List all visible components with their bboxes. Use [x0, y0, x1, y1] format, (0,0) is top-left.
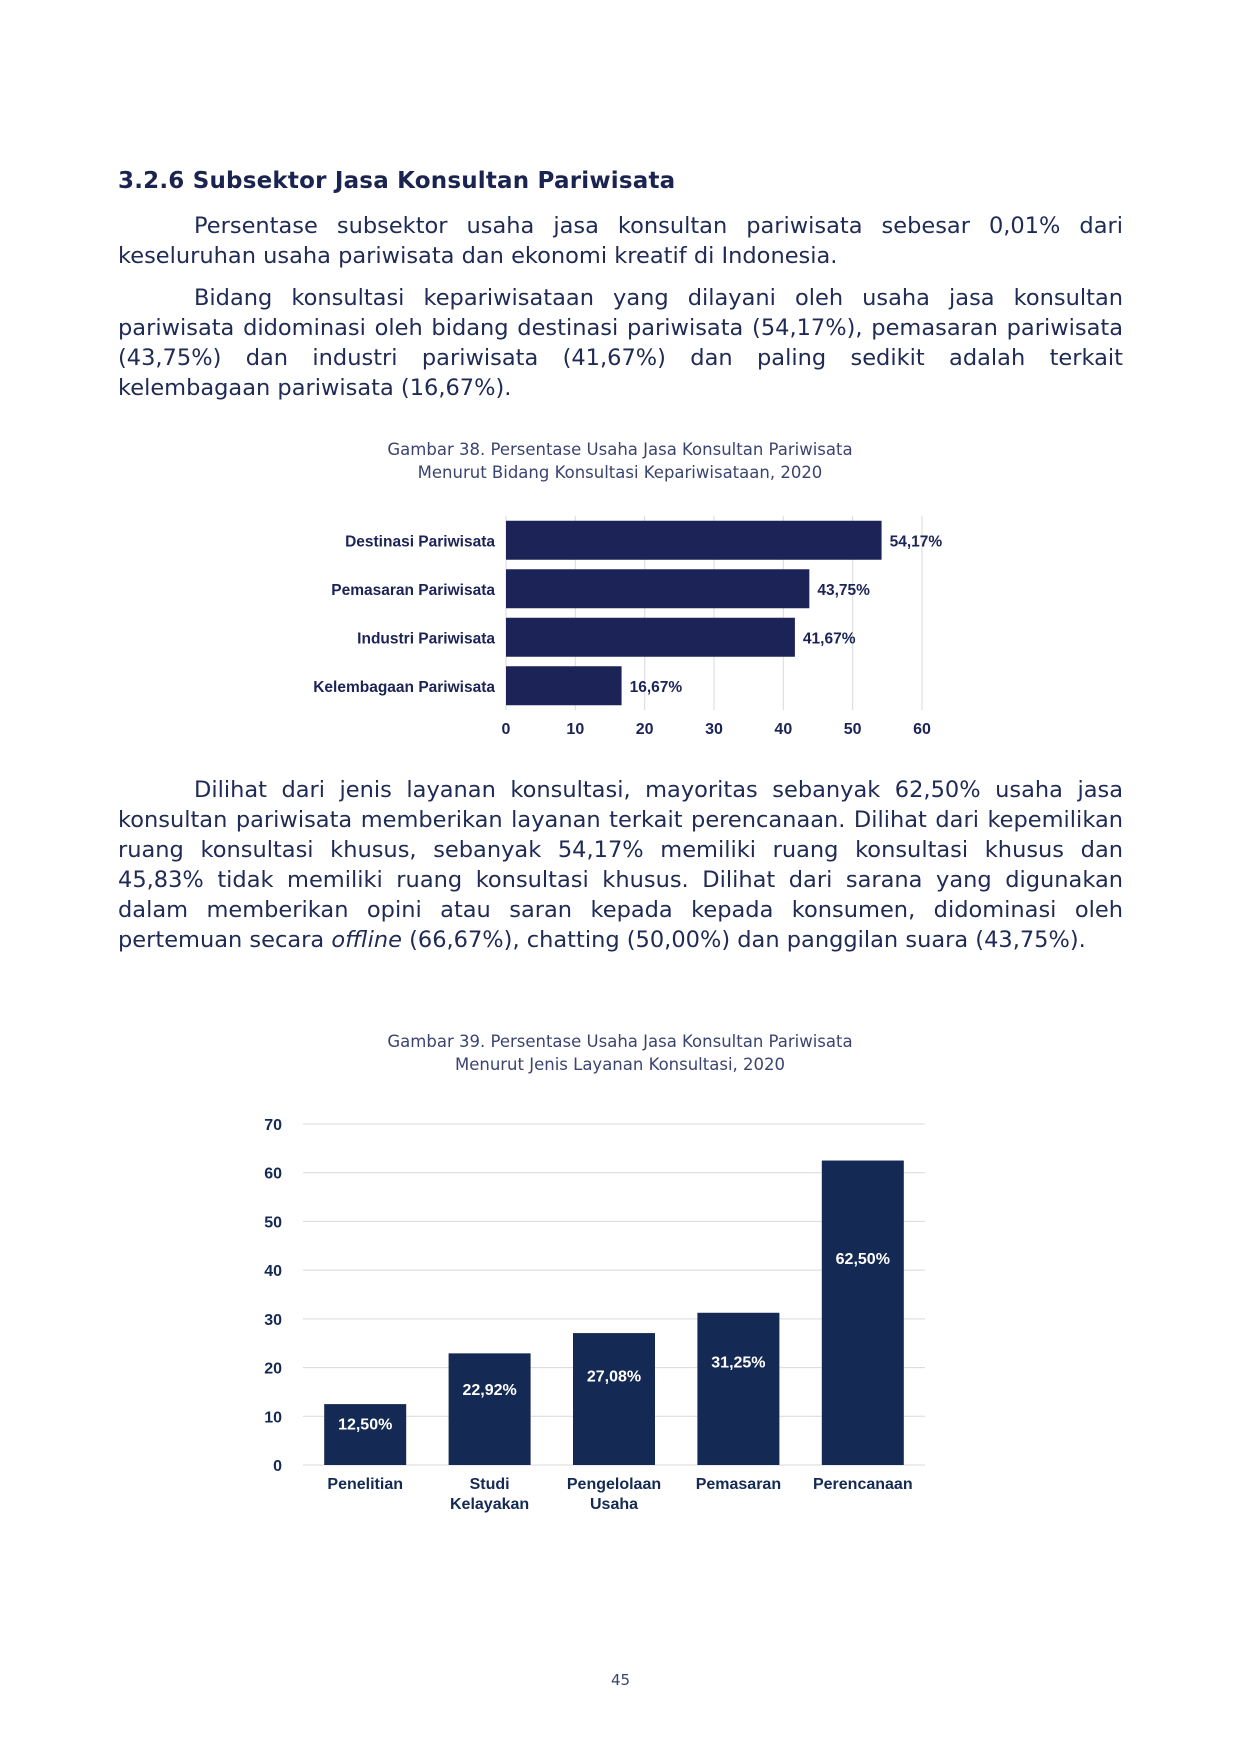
figure-39-bar-chart [0, 1095, 1241, 1515]
y-tick-label: 10 [264, 1409, 282, 1427]
x-tick-label: 0 [501, 721, 511, 738]
bar [573, 1333, 655, 1465]
x-tick-label: 60 [913, 721, 931, 738]
paragraph-service-types-italic: offline [331, 927, 402, 953]
bar [506, 666, 622, 705]
bar [449, 1353, 531, 1465]
x-tick-label: 40 [774, 721, 793, 738]
paragraph-service-types [118, 775, 1123, 955]
bar [506, 521, 882, 560]
x-tick-label: 10 [566, 721, 585, 738]
y-tick-label: 20 [264, 1360, 282, 1378]
section-heading: 3.2.6 Subsektor Jasa Konsultan Pariwisata [118, 168, 676, 194]
figure-38-caption-line-1: Gambar 38. Persentase Usaha Jasa Konsultan Pariwisata [387, 440, 853, 459]
category-label: Penelitian [327, 1476, 403, 1493]
data-label: 43,75% [817, 581, 870, 599]
category-label: Pemasaran Pariwisata [331, 581, 495, 599]
data-label: 31,25% [711, 1354, 766, 1372]
category-label: Pemasaran [695, 1476, 782, 1493]
y-tick-label: 70 [264, 1117, 282, 1134]
data-label: 16,67% [629, 678, 683, 696]
category-label: Perencanaan [812, 1476, 913, 1493]
data-label: 41,67% [802, 630, 856, 648]
data-label: 27,08% [586, 1368, 642, 1386]
y-tick-label: 0 [273, 1458, 282, 1475]
page-number: 45 [610, 1671, 631, 1689]
figure-39-caption [270, 1030, 970, 1076]
category-label: Kelembagaan Pariwisata [313, 678, 495, 696]
category-label: Pengelolaan [566, 1476, 662, 1493]
data-label: 22,92% [462, 1382, 517, 1400]
y-tick-label: 60 [264, 1165, 282, 1183]
category-label: Usaha [589, 1496, 639, 1513]
data-label: 54,17% [889, 533, 943, 551]
data-label: 12,50% [338, 1416, 393, 1434]
data-label: 62,50% [835, 1250, 890, 1268]
figure-39-caption-line-1: Gambar 39. Persentase Usaha Jasa Konsultan Pariwisata [387, 1032, 853, 1051]
category-label: Industri Pariwisata [357, 630, 495, 648]
bar [324, 1404, 406, 1465]
bar [506, 569, 809, 608]
paragraph-service-types-text: Dilihat dari jenis layanan konsultasi, mayoritas sebanyak 62,50% usaha jasa konsultan pariwisata memberikan layanan terkait perencanaan. Dilihat dari kepemilikan ruang konsultasi khusus, sebanyak 54,17% memiliki ruang konsultasi khusus dan 45,83% tidak memiliki ruang konsultasi khusus. Dilihat dari sarana yang digunakan dalam memberikan opini atau saran kepada kepada konsumen, didominasi oleh pertemuan secara [118, 777, 1123, 953]
category-label: Destinasi Pariwisata [345, 533, 495, 551]
x-tick-label: 50 [843, 721, 862, 738]
bar [697, 1313, 779, 1465]
figure-38-bar-chart [0, 500, 1241, 750]
figure-38-caption [270, 438, 970, 484]
bar [506, 618, 795, 657]
y-tick-label: 30 [264, 1311, 282, 1329]
bar [822, 1161, 904, 1465]
figure-38-caption-line-2: Menurut Bidang Konsultasi Kepariwisataan, 2020 [417, 463, 823, 482]
paragraph-consulting-fields: Bidang konsultasi kepariwisataan yang dilayani oleh usaha jasa konsultan pariwisata didominasi oleh bidang destinasi pariwisata (54,17%), pemasaran pariwisata (43,75%) dan industri pariwisata (41,67%) dan paling sedikit adalah terkait kelembagaan pariwisata (16,67%). [118, 285, 1123, 401]
y-tick-label: 50 [264, 1214, 282, 1232]
figure-39-caption-line-2: Menurut Jenis Layanan Konsultasi, 2020 [454, 1055, 786, 1074]
paragraph-service-types-end: (66,67%), chatting (50,00%) dan panggilan suara (43,75%). [401, 927, 1086, 953]
x-tick-label: 20 [635, 721, 654, 738]
category-label: Studi [469, 1476, 510, 1493]
y-tick-label: 40 [264, 1263, 282, 1281]
paragraph-subsector-share: Persentase subsektor usaha jasa konsultan pariwisata sebesar 0,01% dari keseluruhan usaha pariwisata dan ekonomi kreatif di Indonesia. [118, 213, 1123, 269]
x-tick-label: 30 [705, 721, 723, 738]
category-label: Kelayakan [450, 1496, 530, 1513]
